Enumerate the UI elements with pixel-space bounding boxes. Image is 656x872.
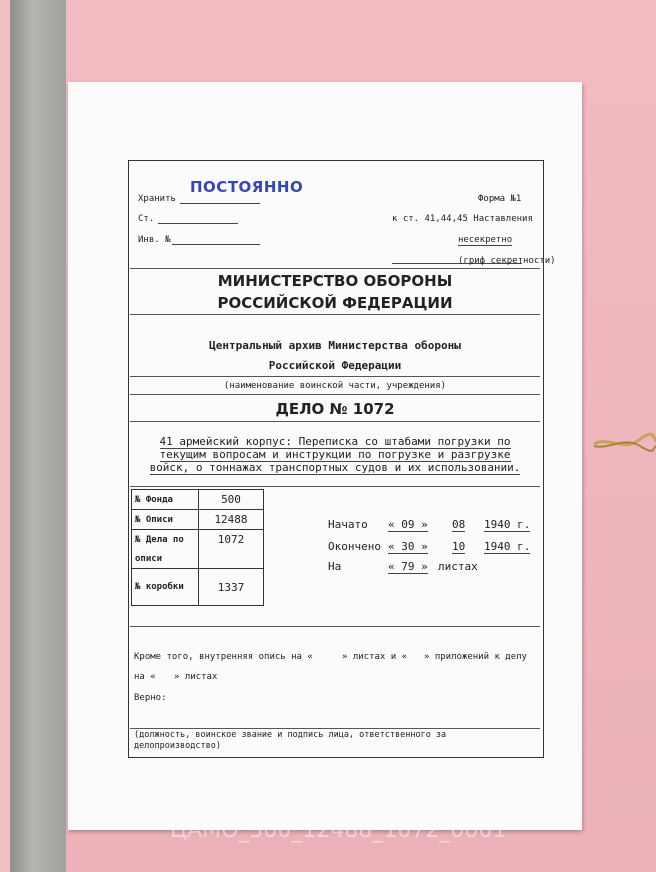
divider [130,314,540,315]
divider [130,421,540,422]
divider [130,486,540,487]
inventory-sheets-a: на « [134,672,156,682]
start-month: 08 [452,518,466,531]
divider [130,394,540,395]
table-row [132,490,264,510]
archive-line1: Центральный архив Министерства обороны [209,339,461,352]
divider [130,376,540,377]
keep-line [180,203,260,204]
signature-line [130,728,540,729]
end-month: 10 [452,540,466,553]
box-label: № коробки [132,569,199,606]
end-day: « 30 » [388,540,428,553]
inv-line [172,244,260,245]
archive-numbers-table [131,489,264,606]
st-reference: к ст. 41,44,45 Наставления [392,214,533,224]
sheets-label: На [328,560,342,573]
keep-label: Хранить [138,194,176,204]
sheets-word: листах [438,560,478,573]
divider [130,268,540,269]
end-year: 1940 г. [484,540,531,553]
watermark: ЦАМО_500_12488_1072_0001 [170,818,507,843]
fond-value: 500 [199,490,264,510]
st-label: Ст. [138,214,155,224]
inventory-sheets-b: » листах [174,672,218,682]
signature-caption-1: (должность, воинское звание и подпись лица, ответственного за [134,730,447,740]
table-row [132,510,264,530]
folder-spine [10,0,67,872]
string-tie [594,430,656,456]
secrecy-value: несекретно [458,235,513,245]
table-row [132,530,264,550]
inventory-text-a: Кроме того, внутренняя опись на « [134,652,313,662]
opis-label: № Описи [132,510,199,530]
divider [130,626,540,627]
description-line: 41 армейский корпус: Переписка со штабами погрузки по [159,435,511,448]
inventory-text-c: » приложений к делу [424,652,527,662]
inventory-text-b: » листах и « [342,652,408,662]
delo-label: № Дела по [132,530,199,550]
archive-line2: Российской Федерации [268,359,402,372]
secrecy-caption: (гриф секретности) [458,256,556,266]
description-line: текущим вопросам и инструкции по погрузке и разгрузке [159,448,511,461]
fond-label: № Фонда [132,490,199,510]
ministry-line1: МИНИСТЕРСТВО ОБОРОНЫ [217,272,453,290]
st-line [158,223,238,224]
sheets-value: « 79 » [388,560,428,573]
start-label: Начато [328,518,368,531]
signature-caption-2: делопроизводство) [134,741,221,751]
description-line: войск, о тоннажах транспортных судов и их использовании. [149,461,521,474]
form-number: Форма №1 [478,194,522,204]
ministry-line2: РОССИЙСКОЙ ФЕДЕРАЦИИ [217,294,453,312]
delo-value: 1072 [199,530,264,550]
table-row [132,569,264,606]
start-day: « 09 » [388,518,428,531]
opis-value: 12488 [199,510,264,530]
archive-caption: (наименование воинской части, учреждения) [223,381,447,391]
box-value: 1337 [199,569,264,606]
verno-label: Верно: [134,693,167,703]
delo-label-cont: описи [132,549,199,569]
permanent-stamp: ПОСТОЯННО [190,178,304,196]
end-label: Окончено [328,540,381,553]
inv-label: Инв. № [138,235,171,245]
start-year: 1940 г. [484,518,531,531]
case-title: ДЕЛО № 1072 [275,400,395,418]
table-row [132,549,264,569]
case-description [130,435,540,474]
delo-value-cont [199,549,264,569]
